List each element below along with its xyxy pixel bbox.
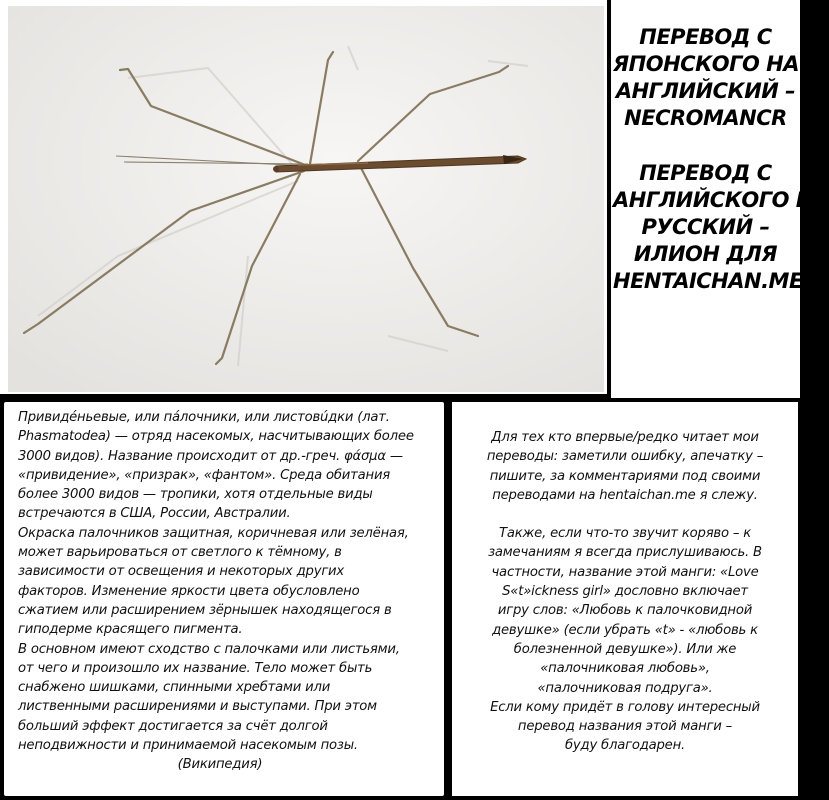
- text-line: более 3000 видов — тропики, хотя отдельные виды: [18, 487, 373, 503]
- stick-insect-photo: [8, 6, 604, 392]
- text-line: неподвижности и принимаемой насекомым позы.: [18, 738, 358, 754]
- credit-line: ЯПОНСКОГО НА: [613, 52, 799, 76]
- text-line: В основном имеют сходство с палочками или листьями,: [18, 641, 400, 657]
- text-line: 3000 видов). Название происходит от др.-греч. φάσμα —: [18, 448, 403, 464]
- credit-line: ПЕРЕВОД С: [639, 161, 772, 185]
- text-line: переводами на hentaichan.me я слежу.: [492, 487, 758, 503]
- text-line: лиственными расширениями и выступами. При этом: [18, 699, 377, 715]
- stick-insect-photo-frame: [0, 0, 611, 398]
- credit-line: ИЛИОН ДЛЯ: [633, 242, 778, 266]
- credit-line: HENTAICHAN.ME: [613, 269, 803, 293]
- paragraph-gap: [456, 505, 794, 524]
- source-citation: (Википедия): [18, 757, 263, 773]
- credit-line: АНГЛИЙСКОГО НА: [613, 188, 829, 212]
- text-line: частности, название этой манги: «Love: [491, 564, 759, 580]
- text-line: сжатием или расширением зёрнышек находящегося в: [18, 602, 392, 618]
- text-line: Для тех кто впервые/редко читает мои: [491, 430, 759, 445]
- text-line: от чего и произошло их название. Тело может быть: [18, 660, 373, 676]
- text-line: перевод названия этой манги –: [517, 719, 733, 735]
- text-line: «привидение», «призрак», «фантом». Среда обитания: [18, 467, 391, 483]
- text-line: может варьироваться от светлого к тёмному, в: [18, 545, 342, 561]
- text-line: переводы: заметили ошибку, апечатку –: [486, 449, 764, 465]
- credit-block-english-russian: [613, 160, 829, 295]
- text-line: факторов. Изменение яркости цвета обусловлено: [18, 583, 360, 599]
- text-line: гиподерме красящего пигмента.: [18, 622, 243, 638]
- translator-note: [452, 402, 798, 796]
- text-line: Phasmatodea) — отряд насекомых, насчитывающих более: [18, 429, 414, 445]
- text-line: Также, если что-то звучит корявo – к: [498, 526, 752, 542]
- text-line: зависимости от освещения и некоторых других: [18, 564, 345, 580]
- wikipedia-description: [4, 402, 444, 796]
- text-line: девушке» (если убрать «t» - «любовь к: [492, 622, 758, 638]
- credit-line: РУССКИЙ –: [641, 215, 770, 239]
- text-line: «палочниковая подруга».: [537, 680, 713, 696]
- text-line: замечаниям я всегда прислушиваюсь. В: [488, 545, 762, 561]
- credit-block-japanese-english: [613, 24, 798, 132]
- stick-insect-illustration: [8, 6, 604, 392]
- text-line: Окраска палочников защитная, коричневая или зелёная,: [18, 525, 409, 541]
- translation-credits-panel: [611, 0, 829, 398]
- credit-line: NECROMANCR: [624, 106, 787, 130]
- text-line: болезненной девушке»). Или же: [513, 641, 737, 657]
- credit-line: ПЕРЕВОД С: [639, 25, 772, 49]
- text-line: Если кому придёт в голову интересный: [490, 699, 760, 715]
- text-line: буду благодарен.: [565, 738, 685, 754]
- text-line: S«t»ickness girl» дословно включает: [502, 584, 748, 600]
- text-line: пишите, за комментариями под своими: [489, 468, 761, 484]
- credit-line: АНГЛИЙСКИЙ –: [615, 79, 796, 103]
- text-line: встречаются в США, России, Австралии.: [18, 506, 291, 522]
- text-line: больший эффект достигается за счёт долгой: [18, 718, 328, 734]
- text-line: «палочниковая любовь»,: [540, 661, 710, 677]
- text-line: игру слов: «Любовь к палочковидной: [497, 603, 753, 619]
- text-line: снабжено шишками, спинными хребтами или: [18, 680, 331, 696]
- text-line: Привидéньевые, или пáлочники, или листовúдки (лат.: [18, 410, 390, 425]
